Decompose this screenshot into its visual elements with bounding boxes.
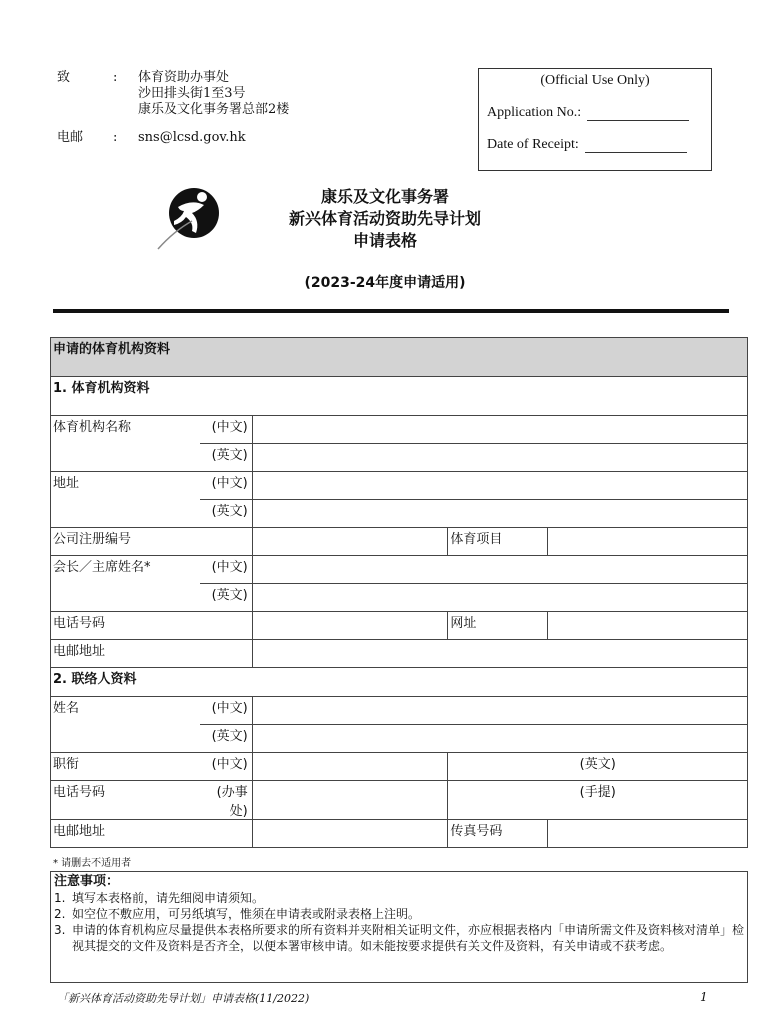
recipient-label: 致 — [57, 70, 71, 85]
contact-email-field[interactable] — [252, 820, 448, 848]
chairman-en-field[interactable] — [252, 584, 747, 612]
lang-zh-label: (中文) — [200, 697, 252, 725]
date-of-receipt-field[interactable] — [585, 140, 687, 153]
contact-title-label: 职衔 — [51, 753, 201, 781]
chairman-label: 会长／主席姓名* — [51, 556, 201, 584]
application-no-field[interactable] — [587, 108, 689, 121]
official-use-title: (Official Use Only) — [540, 73, 650, 88]
section-1-heading: 1. 体育机构资料 — [51, 377, 748, 416]
address-en-field[interactable] — [252, 500, 747, 528]
notes-title: 注意事项： — [54, 874, 120, 889]
address-label: 地址 — [51, 472, 201, 500]
lang-en-label: (英文) — [579, 757, 616, 772]
recipient-address — [138, 70, 289, 118]
recipient-email: sns@lcsd.gov.hk — [138, 130, 246, 145]
colon: : — [113, 130, 118, 145]
page-number: 1 — [700, 990, 708, 1004]
sport-field[interactable] — [548, 528, 748, 556]
contact-email-label: 电邮地址 — [51, 820, 253, 848]
office-phone-field[interactable] — [252, 781, 448, 820]
lang-en-label: (英文) — [200, 444, 252, 472]
department-title: 康乐及文化事务署 — [320, 187, 449, 206]
contact-title-zh-field[interactable] — [252, 753, 448, 781]
scheme-title: 新兴体育活动资助先导计划 — [288, 209, 481, 228]
contact-phone-label: 电话号码 — [51, 781, 201, 820]
mobile-phone-field[interactable] — [448, 781, 748, 820]
list-item: 3. 申请的体育机构应尽量提供本表格所要求的所有资料并夹附相关证明文件，亦应根据表格内「申请所需文件及资料核对清单」检视其提交的文件及资料是否齐全，以便本署审核申请。如未能按要求提供有关文件及资料，有关申请或不获考虑。 — [54, 923, 745, 953]
phone-field[interactable] — [252, 612, 448, 640]
footer-text: 「新兴体育活动资助先导计划」申请表格(11/2022) — [57, 992, 310, 1005]
org-name-zh-field[interactable] — [252, 416, 747, 444]
application-no-row — [487, 105, 689, 121]
section-2-heading: 2. 联络人资料 — [51, 668, 748, 697]
office-label: (办事处) — [200, 781, 252, 820]
address-line: 体育资助办事处 — [138, 70, 230, 85]
application-form-table — [50, 337, 748, 848]
email-address-field[interactable] — [252, 640, 747, 668]
address-line: 沙田排头街1至3号 — [138, 86, 246, 101]
website-field[interactable] — [548, 612, 748, 640]
mobile-label: (手提) — [579, 785, 616, 800]
form-title: 申请表格 — [352, 231, 417, 250]
footnote: * 请删去不适用者 — [53, 858, 132, 869]
address-line: 康乐及文化事务署总部2楼 — [138, 102, 290, 117]
contact-name-zh-field[interactable] — [252, 697, 747, 725]
company-reg-field[interactable] — [252, 528, 448, 556]
email-label: 电邮 — [57, 130, 84, 145]
chairman-zh-field[interactable] — [252, 556, 747, 584]
notes-box — [50, 871, 748, 983]
date-of-receipt-label: Date of Receipt: — [487, 137, 579, 152]
colon: : — [113, 70, 118, 85]
website-label: 网址 — [448, 612, 548, 640]
list-item: 1. 填写本表格前，请先细阅申请须知。 — [54, 891, 265, 905]
date-of-receipt-row — [487, 137, 687, 153]
list-item: 2. 如空位不敷应用，可另纸填写，惟须在申请表或附录表格上注明。 — [54, 907, 421, 921]
contact-name-label: 姓名 — [51, 697, 201, 725]
lang-en-label: (英文) — [200, 725, 252, 753]
company-reg-label: 公司注册编号 — [51, 528, 253, 556]
contact-title-en-field[interactable] — [448, 753, 748, 781]
org-name-en-field[interactable] — [252, 444, 747, 472]
lang-en-label: (英文) — [200, 584, 252, 612]
lang-zh-label: (中文) — [200, 753, 252, 781]
application-no-label: Application No.: — [487, 105, 582, 120]
application-year: (2023-24年度申请适用) — [304, 275, 466, 291]
lang-zh-label: (中文) — [200, 416, 252, 444]
org-name-label: 体育机构名称 — [51, 416, 201, 444]
sport-label: 体育项目 — [448, 528, 548, 556]
fax-label: 传真号码 — [448, 820, 548, 848]
fax-field[interactable] — [548, 820, 748, 848]
divider-rule — [53, 309, 729, 313]
contact-name-en-field[interactable] — [252, 725, 747, 753]
lang-en-label: (英文) — [200, 500, 252, 528]
form-header: 申请的体育机构资料 — [51, 338, 748, 377]
email-address-label: 电邮地址 — [51, 640, 253, 668]
phone-label: 电话号码 — [51, 612, 253, 640]
lang-zh-label: (中文) — [200, 556, 252, 584]
official-use-box — [478, 68, 712, 171]
address-zh-field[interactable] — [252, 472, 747, 500]
lang-zh-label: (中文) — [200, 472, 252, 500]
